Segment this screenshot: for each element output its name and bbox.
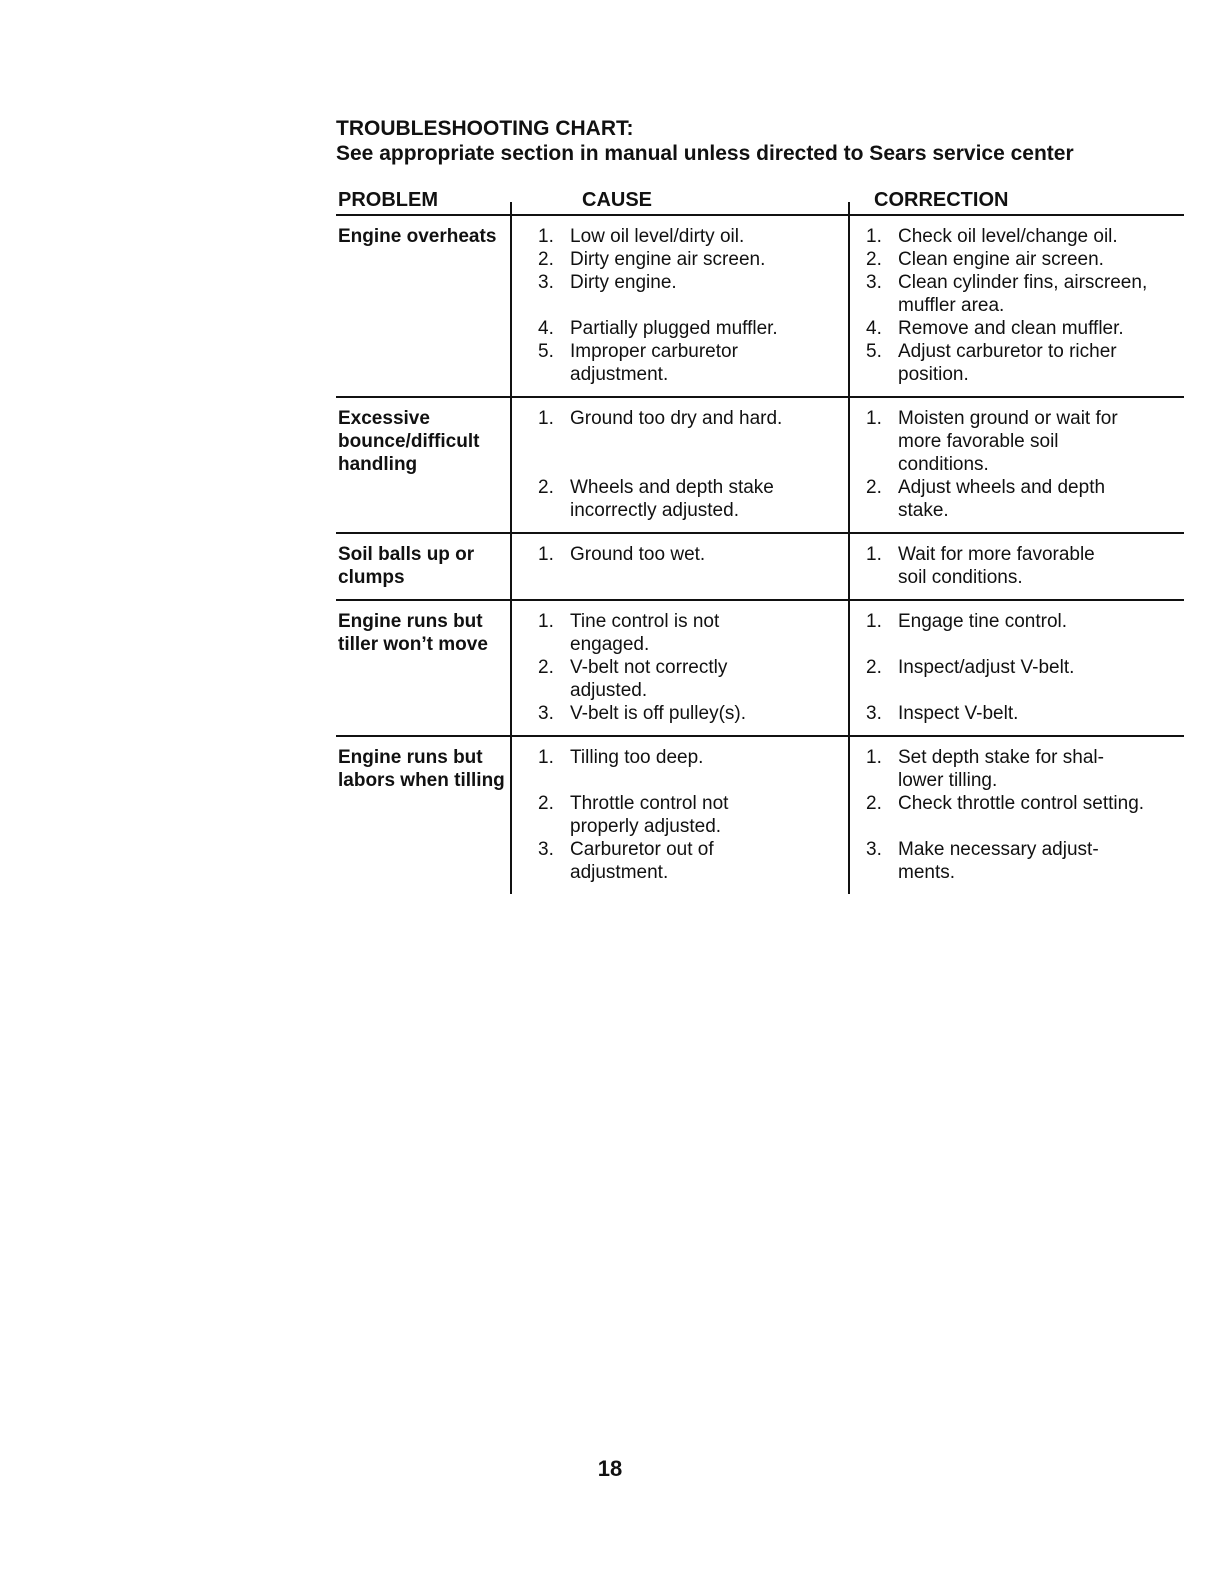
cause-item: 1. Ground too wet. — [538, 544, 706, 565]
cause-item: 5. Improper carburetor adjustment. — [538, 341, 738, 385]
correction-item: 1. Wait for more favorable soil conditions. — [866, 544, 1095, 588]
cause-cell — [510, 737, 848, 894]
correction-item: 4. Remove and clean muffler. — [866, 318, 1124, 339]
correction-item: 3. Inspect V-belt. — [866, 703, 1019, 724]
cause-cell — [510, 534, 848, 599]
correction-cell — [848, 737, 1184, 894]
cause-item: 2. Wheels and depth stake incorrectly adjusted. — [538, 477, 774, 521]
correction-item: 2. Adjust wheels and depth stake. — [866, 477, 1106, 521]
cause-item: 4. Partially plugged muffler. — [538, 318, 778, 339]
page-number: 18 — [597, 1456, 623, 1481]
correction-item: 1. Moisten ground or wait for more favorable soil conditions. — [866, 408, 1118, 475]
problem-cell: Excessive bounce/difficult handling — [338, 408, 480, 475]
correction-cell — [848, 216, 1184, 396]
header-divider — [848, 202, 850, 214]
troubleshooting-table — [336, 186, 1184, 894]
correction-cell — [848, 398, 1184, 532]
cause-item: 1. Ground too dry and hard. — [538, 408, 783, 429]
correction-item: 1. Set depth stake for shal- lower tilling. — [866, 747, 1104, 791]
cause-cell — [510, 398, 848, 532]
cause-item: 3. Dirty engine. — [538, 272, 677, 293]
problem-cell: Engine overheats — [338, 226, 497, 247]
correction-item: 2. Clean engine air screen. — [866, 249, 1104, 270]
correction-item: 3. Make necessary adjust- ments. — [866, 839, 1099, 883]
chart-title: TROUBLESHOOTING CHART: — [336, 117, 634, 140]
table-row — [336, 216, 1184, 396]
correction-cell — [848, 601, 1184, 735]
problem-cell: Soil balls up or clumps — [338, 544, 475, 588]
correction-item: 3. Clean cylinder fins, airscreen, muffler area. — [866, 272, 1148, 316]
correction-item: 2. Check throttle control setting. — [866, 793, 1145, 814]
table-row — [336, 396, 1184, 532]
cause-item: 2. Throttle control not properly adjusted. — [538, 793, 729, 837]
cause-item: 1. Tine control is not engaged. — [538, 611, 720, 655]
cause-cell — [510, 216, 848, 396]
cause-item: 3. V-belt is off pulley(s). — [538, 703, 747, 724]
table-row — [336, 735, 1184, 894]
header-correction: CORRECTION — [874, 189, 1009, 211]
problem-cell: Engine runs but labors when tilling — [338, 747, 505, 791]
correction-item: 5. Adjust carburetor to richer position. — [866, 341, 1117, 385]
table-header — [336, 186, 1184, 216]
cause-item: 2. Dirty engine air screen. — [538, 249, 766, 270]
cause-cell — [510, 601, 848, 735]
cause-item: 1. Tilling too deep. — [538, 747, 704, 768]
problem-cell: Engine runs but tiller won’t move — [338, 611, 488, 655]
table-row — [336, 599, 1184, 735]
cause-item: 3. Carburetor out of adjustment. — [538, 839, 714, 883]
correction-cell — [848, 534, 1184, 599]
chart-subtitle: See appropriate section in manual unless directed to Sears service center — [336, 142, 1074, 165]
cause-item: 1. Low oil level/dirty oil. — [538, 226, 745, 247]
cause-item: 2. V-belt not correctly adjusted. — [538, 657, 728, 701]
header-problem: PROBLEM — [338, 189, 438, 211]
correction-item: 2. Inspect/adjust V-belt. — [866, 657, 1075, 678]
header-cause: CAUSE — [582, 189, 653, 211]
correction-item: 1. Check oil level/change oil. — [866, 226, 1118, 247]
header-divider — [510, 202, 512, 214]
correction-item: 1. Engage tine control. — [866, 611, 1068, 632]
table-row — [336, 532, 1184, 599]
